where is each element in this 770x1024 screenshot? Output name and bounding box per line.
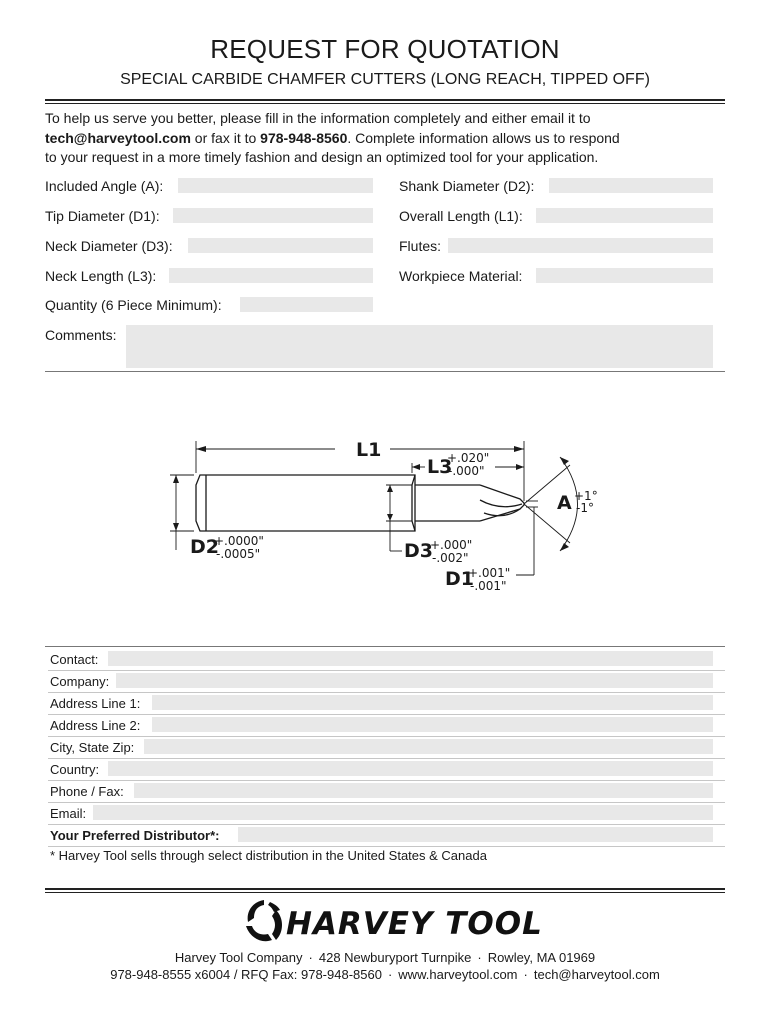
footer-city: Rowley, MA 01969: [487, 950, 596, 965]
distributor-field[interactable]: [238, 827, 713, 842]
country-row: [48, 758, 725, 781]
overall-length-label: Overall Length (L1):: [399, 208, 523, 224]
city-state-zip-label: City, State Zip:: [50, 740, 135, 755]
contact-row: [48, 648, 725, 671]
phone-fax-label: Phone / Fax:: [50, 784, 124, 799]
d2-arrow-bottom: [173, 523, 179, 531]
footer-separator: ·: [308, 950, 313, 965]
d2-tolerance-plus: +.0000": [214, 534, 264, 548]
quantity-label: Quantity (6 Piece Minimum):: [45, 297, 222, 313]
footer-separator: ·: [477, 950, 482, 965]
brand-wordmark: HARVEY TOOL: [286, 906, 543, 942]
flute-curve-1: [480, 500, 522, 507]
l1-arrow-left: [196, 446, 206, 452]
shank-diameter-field[interactable]: [549, 178, 713, 193]
distributor-label: Your Preferred Distributor*:: [50, 828, 220, 843]
quantity-field[interactable]: [240, 297, 373, 312]
address2-row: [48, 714, 725, 737]
tip-diameter-field[interactable]: [173, 208, 373, 223]
d1-label: D1: [445, 568, 474, 590]
page-title: REQUEST FOR QUOTATION: [210, 34, 560, 64]
d2-tolerance-minus: -.0005": [216, 547, 261, 561]
phone-fax-row: [48, 780, 725, 803]
address2-label: Address Line 2:: [50, 718, 141, 733]
d2-label: D2: [190, 536, 219, 558]
distribution-footnote: * Harvey Tool sells through select distribution in the United States & Canada: [50, 848, 487, 863]
company-field[interactable]: [116, 673, 713, 688]
comments-divider: [45, 371, 725, 372]
city-state-zip-row: [48, 736, 725, 759]
intro-text-4: to your request in a more timely fashion and design an optimized tool for your application.: [45, 149, 599, 165]
address2-field[interactable]: [152, 717, 713, 732]
l3-label: L3: [427, 456, 453, 478]
overall-length-field[interactable]: [536, 208, 713, 223]
intro-text-1: To help us serve you better, please fill in the information completely and either email it to: [45, 110, 591, 126]
l1-arrow-right: [514, 446, 524, 452]
footer-phone: 978-948-8555 x6004 / RFQ Fax: 978-948-8560: [110, 967, 382, 982]
footer-website-link[interactable]: www.harveytool.com: [398, 967, 518, 982]
footer-street: 428 Newburyport Turnpike: [318, 950, 472, 965]
d1-tolerance-plus: +.001": [468, 566, 511, 580]
angle-tolerance-plus: +1°: [574, 489, 598, 503]
contact-field[interactable]: [108, 651, 713, 666]
email-label: Email:: [50, 806, 87, 821]
footer-email-link[interactable]: tech@harveytool.com: [533, 967, 660, 982]
l3-arrow-left: [412, 464, 420, 470]
neck-diameter-label: Neck Diameter (D3):: [45, 238, 173, 254]
footer-separator: ·: [387, 967, 393, 982]
email-field[interactable]: [93, 805, 713, 820]
address1-label: Address Line 1:: [50, 696, 141, 711]
l3-arrow-right: [516, 464, 524, 470]
address1-row: [48, 692, 725, 715]
intro-paragraph: [45, 109, 735, 168]
shank-outline: [196, 475, 415, 531]
intro-text-3: . Complete information allows us to respond: [347, 129, 620, 146]
workpiece-material-field[interactable]: [536, 268, 713, 283]
company-label: Company:: [50, 674, 110, 689]
footer-contact-line: [0, 967, 770, 982]
harvey-tool-swirl-icon: [240, 896, 288, 948]
included-angle-label: Included Angle (A):: [45, 178, 164, 194]
intro-fax-number: 978-948-8560: [260, 129, 348, 146]
neck-length-field[interactable]: [169, 268, 373, 283]
workpiece-material-label: Workpiece Material:: [399, 268, 523, 284]
country-label: Country:: [50, 762, 100, 777]
distributor-row: [48, 824, 725, 847]
tip-diameter-label: Tip Diameter (D1):: [45, 208, 160, 224]
chamfer-cutter-diagram: [150, 425, 620, 605]
city-state-zip-field[interactable]: [144, 739, 713, 754]
phone-fax-field[interactable]: [134, 783, 713, 798]
l3-tolerance-minus: -.000": [448, 464, 485, 478]
address1-field[interactable]: [152, 695, 713, 710]
angle-arrow-bottom: [560, 543, 569, 551]
intro-email-link[interactable]: tech@harveytool.com: [45, 129, 191, 146]
d3-tolerance-minus: -.002": [432, 551, 469, 565]
flutes-label: Flutes:: [399, 238, 442, 254]
intro-text-2: or fax it to: [190, 129, 261, 146]
contact-label: Contact:: [50, 652, 99, 667]
footer-address-line: [0, 950, 770, 965]
harvey-tool-logo: [240, 896, 543, 948]
angle-tolerance-minus: -1°: [576, 501, 594, 515]
d2-arrow-top: [173, 475, 179, 483]
footer-company: Harvey Tool Company: [174, 950, 303, 965]
neck-length-label: Neck Length (L3):: [45, 268, 157, 284]
footer-separator: ·: [523, 967, 528, 982]
page-subtitle: SPECIAL CARBIDE CHAMFER CUTTERS (LONG REACH, TIPPED OFF): [120, 71, 650, 88]
neck-outline: [415, 485, 480, 521]
included-angle-field[interactable]: [178, 178, 373, 193]
header-divider: [45, 99, 725, 104]
flutes-field[interactable]: [448, 238, 713, 253]
l3-tolerance-plus: +.020": [447, 451, 490, 465]
d3-tolerance-plus: +.000": [430, 538, 473, 552]
angle-arrow-top: [560, 457, 569, 465]
angle-a-label: A: [557, 492, 572, 514]
d1-tolerance-minus: -.001": [470, 579, 507, 593]
d3-arrow-top: [387, 485, 393, 492]
l1-label: L1: [356, 439, 382, 461]
contact-top-divider: [45, 646, 725, 647]
d3-label: D3: [404, 540, 433, 562]
shank-diameter-label: Shank Diameter (D2):: [399, 178, 535, 194]
email-row: [48, 802, 725, 825]
country-field[interactable]: [108, 761, 713, 776]
company-row: [48, 670, 725, 693]
d3-arrow-bottom: [387, 514, 393, 521]
footer-divider: [45, 888, 725, 893]
neck-diameter-field[interactable]: [188, 238, 373, 253]
comments-field[interactable]: [126, 325, 713, 368]
comments-label: Comments:: [45, 327, 117, 343]
